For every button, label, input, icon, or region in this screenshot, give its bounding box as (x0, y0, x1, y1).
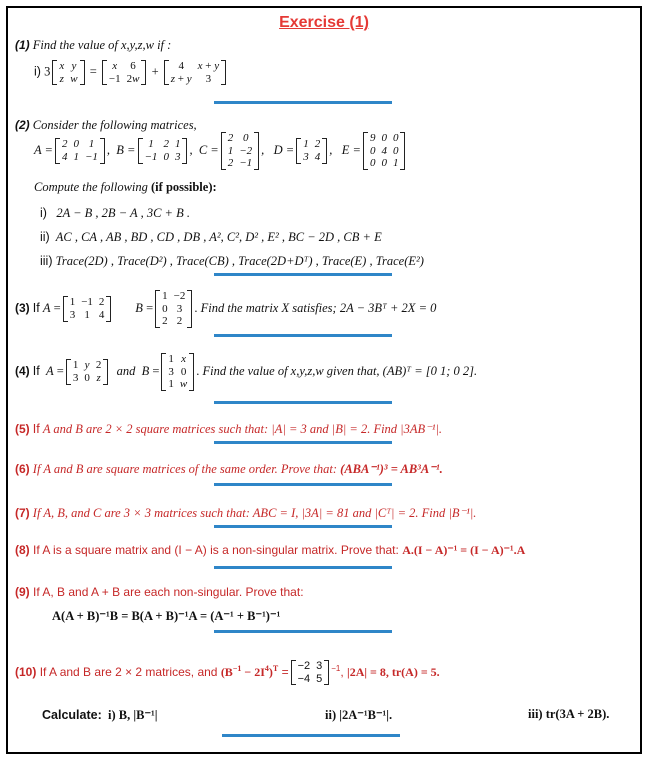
q6: (6) If A and B are square matrices of the same order. Prove that: (ABA⁻¹)³ = AB³A⁻¹. (15, 462, 443, 476)
separator (214, 525, 392, 528)
q2-matrices: A = 2 0 1 4 1 −1 , B = 1 2 1 −1 0 3 , C = 2 0 1 −2 2 −1 , D = 1 2 3 4 , E = 9 0 0 0 4 0 0 0 1 (34, 132, 407, 170)
matrix-c: 2 0 1 −2 2 −1 (221, 132, 259, 170)
q1-matrix-b: 4 x + y z + y 3 (164, 60, 226, 85)
q8: (8) If A is a square matrix and (I − A) is a non-singular matrix. Prove that: A.(I − A)⁻¹ = (I − A)⁻¹.A (15, 543, 526, 557)
q2-part-ii: ii) AC , CA , AB , BD , CD , DB , A², C², D² , E² , BC − 2D , CB + E (40, 230, 382, 244)
q4: (4) If A = 1 y 2 3 0 z and B = 1 x 3 0 1 w . Find the value of x,y,z,w given that, (AB)ᵀ = [0 1; 0 2]. (15, 353, 478, 391)
q10: (10) If A and B are 2 × 2 matrices, and $(B^{-1} - 2I^4)^T$ = −2 3 −4 5 $^{-1}$, |2A| = 8, tr(A) = 5. (15, 660, 440, 685)
separator (214, 630, 392, 633)
q4-matrix-a: 1 y 2 3 0 z (66, 359, 109, 384)
q2-part-iii: iii) Trace(2D) , Trace(D²) , Trace(CB) , Trace(2D+Dᵀ) , Trace(E) , Trace(E²) (40, 254, 424, 268)
q1-prompt: (1) Find the value of x,y,z,w if : (15, 38, 172, 52)
matrix-b: 1 2 1 −1 0 3 (138, 138, 188, 163)
separator (214, 441, 392, 444)
q3-matrix-a: 1 −1 2 3 1 4 (63, 296, 112, 321)
matrix-e: 9 0 0 0 4 0 0 0 1 (363, 132, 406, 170)
separator (214, 334, 392, 337)
q5: (5) If A and B are 2 × 2 square matrices such that: |A| = 3 and |B| = 2. Find |3AB⁻¹|. (15, 422, 443, 436)
q2-compute: Compute the following (if possible): (34, 180, 217, 194)
separator (214, 566, 392, 569)
q3: (3) If A = 1 −1 2 3 1 4 B = 1 −2 0 3 2 2 . Find the matrix X satisfies; 2A − 3Bᵀ + 2X = 0 (15, 290, 437, 328)
q10-part-iii: iii) tr(3A + 2B). (528, 707, 610, 721)
q2-part-i: i) 2A − B , 2B − A , 3C + B . (40, 206, 190, 220)
q10-matrix: −2 3 −4 5 (291, 660, 330, 685)
q9: (9) If A, B and A + B are each non-singular. Prove that: (15, 585, 304, 599)
q7: (7) If A, B, and C are 3 × 3 matrices such that: ABC = I, |3A| = 81 and |Cᵀ| = 2. Find |B⁻¹|. (15, 506, 477, 520)
q10-calculate: Calculate: i) B, |B⁻¹| (42, 708, 158, 722)
q4-matrix-b: 1 x 3 0 1 w (161, 353, 194, 391)
q9-formula: A(A + B)⁻¹B = B(A + B)⁻¹A = (A⁻¹ + B⁻¹)⁻¹ (52, 609, 281, 623)
q1-matrix-a: x 6 −1 2w (102, 60, 147, 85)
q10-part-ii: ii) |2A⁻¹B⁻¹|. (325, 708, 393, 722)
separator (222, 734, 400, 737)
matrix-d: 1 2 3 4 (296, 138, 327, 163)
q2-prompt: (2) Consider the following matrices, (15, 118, 197, 132)
separator (214, 483, 392, 486)
separator (214, 273, 392, 276)
q1-matrix-lhs: x y z w (52, 60, 84, 85)
q3-matrix-b: 1 −2 0 3 2 2 (155, 290, 192, 328)
separator (214, 401, 392, 404)
matrix-a: 2 0 1 4 1 −1 (55, 138, 105, 163)
separator (214, 101, 392, 104)
q1-equation: i) 3 x y z w = x 6 −1 2w + 4 x + y z + y 3 (34, 60, 228, 85)
exercise-title: Exercise (1) (279, 14, 369, 31)
